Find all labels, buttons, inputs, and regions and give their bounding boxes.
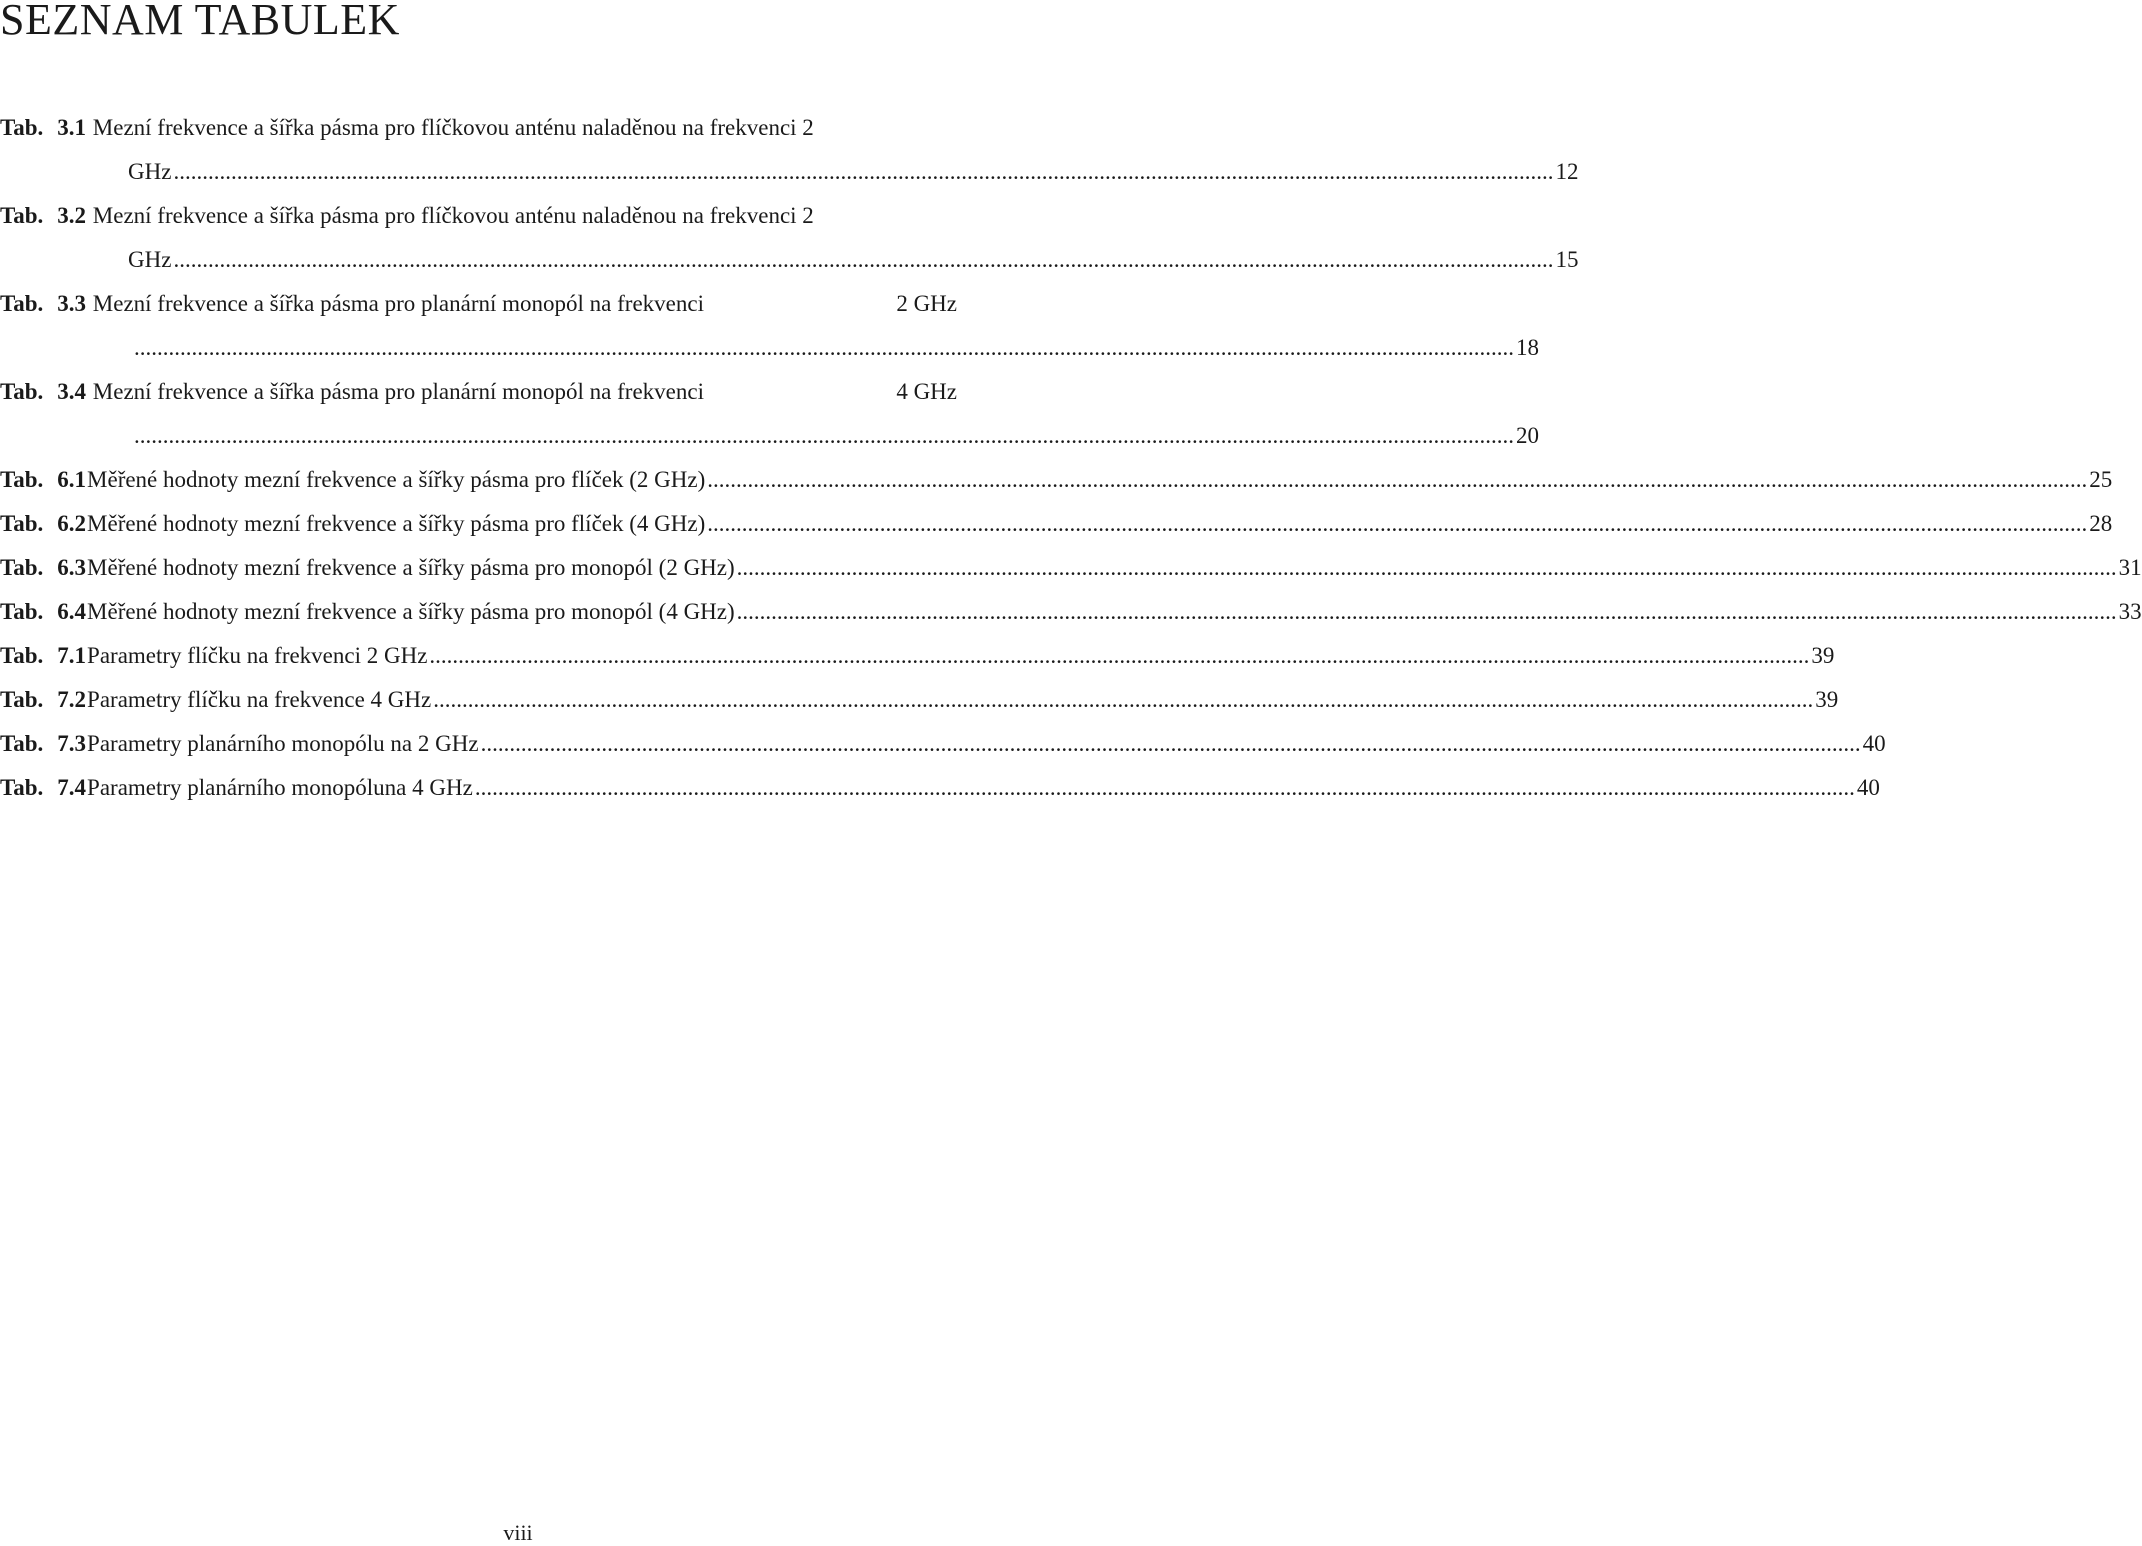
dot-leader: ................................................................................................................................................................................................................................................ (173, 247, 1554, 272)
entry-title: Parametry planárního monopóluna 4 GHz (87, 775, 473, 800)
entry-title: Parametry flíčku na frekvenci 2 GHz (87, 643, 428, 668)
entry-number: 6.1 (57, 467, 87, 492)
page-number: viii (503, 1520, 533, 1545)
entry-title-end: 2 GHz (896, 291, 957, 316)
entry-page: 12 (1555, 159, 1579, 184)
entry-label: Tab. (0, 203, 44, 228)
entry-number: 3.3 (57, 291, 87, 316)
entry-title: Měřené hodnoty mezní frekvence a šířky pásma pro flíček (4 GHz) (87, 511, 706, 536)
dot-leader: ................................................................................................................................................................................................................................................ (707, 467, 2088, 492)
toc-entry-6-2[interactable] (0, 502, 2113, 546)
entry-page: 31 (2118, 555, 2142, 580)
entry-page: 39 (1815, 687, 1839, 712)
entry-number: 6.2 (57, 511, 87, 536)
entry-page: 40 (1862, 731, 1886, 756)
entry-title: Parametry planárního monopólu na 2 GHz (87, 731, 479, 756)
entry-page: 40 (1856, 775, 1880, 800)
entry-title: Parametry flíčku na frekvence 4 GHz (87, 687, 432, 712)
entry-number: 7.1 (57, 643, 87, 668)
entry-label: Tab. (0, 291, 44, 316)
entry-page: 39 (1811, 643, 1835, 668)
entry-label: Tab. (0, 379, 44, 404)
dot-leader: ................................................................................................................................................................................................................................................ (707, 511, 2088, 536)
dot-leader: ................................................................................................................................................................................................................................................ (173, 159, 1554, 184)
dot-leader: ................................................................................................................................................................................................................................................ (134, 335, 1514, 360)
entry-label: Tab. (0, 687, 44, 712)
entry-number: 6.3 (57, 555, 87, 580)
entry-title: Měřené hodnoty mezní frekvence a šířky pásma pro monopól (2 GHz) (87, 555, 735, 580)
entry-page: 15 (1555, 247, 1579, 272)
toc-entry-3-1[interactable] (0, 106, 1579, 194)
entry-title: Měřené hodnoty mezní frekvence a šířky pásma pro flíček (2 GHz) (87, 467, 706, 492)
dot-leader: ................................................................................................................................................................................................................................................ (433, 687, 1814, 712)
entry-label: Tab. (0, 775, 44, 800)
dot-leader: ................................................................................................................................................................................................................................................ (480, 731, 1861, 756)
toc-entry-3-2[interactable] (0, 194, 1579, 282)
entry-label: Tab. (0, 555, 44, 580)
entry-number: 6.4 (57, 599, 87, 624)
entry-page: 28 (2089, 511, 2113, 536)
entry-label: Tab. (0, 467, 44, 492)
entry-title: Mezní frekvence a šířka pásma pro planární monopól na frekvenci (92, 291, 704, 316)
entry-number: 3.1 (57, 115, 87, 140)
dot-leader: ................................................................................................................................................................................................................................................ (736, 555, 2117, 580)
table-of-tables (0, 106, 2142, 810)
entry-page: 20 (1516, 423, 1539, 448)
toc-entry-7-4[interactable] (0, 766, 1880, 810)
dot-leader: ................................................................................................................................................................................................................................................ (429, 643, 1810, 668)
entry-title: Mezní frekvence a šířka pásma pro flíčkovou anténu naladěnou na frekvenci 2 (92, 115, 814, 140)
entry-page: 33 (2118, 599, 2142, 624)
toc-entry-6-3[interactable] (0, 546, 2142, 590)
toc-entry-7-2[interactable] (0, 678, 1839, 722)
entry-label: Tab. (0, 599, 44, 624)
entry-title: Mezní frekvence a šířka pásma pro planární monopól na frekvenci (92, 379, 704, 404)
entry-number: 7.2 (57, 687, 87, 712)
toc-entry-6-4[interactable] (0, 590, 2142, 634)
page-title: SEZNAM TABULEK (0, 0, 400, 44)
entry-number: 3.2 (57, 203, 87, 228)
toc-entry-7-1[interactable] (0, 634, 1835, 678)
entry-label: Tab. (0, 643, 44, 668)
entry-title-continued: GHz (128, 159, 172, 184)
entry-title: Měřené hodnoty mezní frekvence a šířky pásma pro monopól (4 GHz) (87, 599, 735, 624)
entry-number: 3.4 (57, 379, 87, 404)
entry-number: 7.3 (57, 731, 87, 756)
dot-leader: ................................................................................................................................................................................................................................................ (134, 423, 1514, 448)
dot-leader: ................................................................................................................................................................................................................................................ (736, 599, 2117, 624)
toc-entry-7-3[interactable] (0, 722, 1886, 766)
entry-label: Tab. (0, 511, 44, 536)
entry-title-end: 4 GHz (896, 379, 957, 404)
entry-page: 25 (2089, 467, 2113, 492)
entry-title: Mezní frekvence a šířka pásma pro flíčkovou anténu naladěnou na frekvenci 2 (92, 203, 814, 228)
entry-title-continued: GHz (128, 247, 172, 272)
dot-leader: ................................................................................................................................................................................................................................................ (474, 775, 1855, 800)
entry-page: 18 (1516, 335, 1539, 360)
entry-label: Tab. (0, 731, 44, 756)
toc-entry-6-1[interactable] (0, 458, 2113, 502)
toc-entry-3-4[interactable] (0, 370, 1539, 458)
entry-number: 7.4 (57, 775, 87, 800)
toc-entry-3-3[interactable] (0, 282, 1539, 370)
entry-label: Tab. (0, 115, 44, 140)
